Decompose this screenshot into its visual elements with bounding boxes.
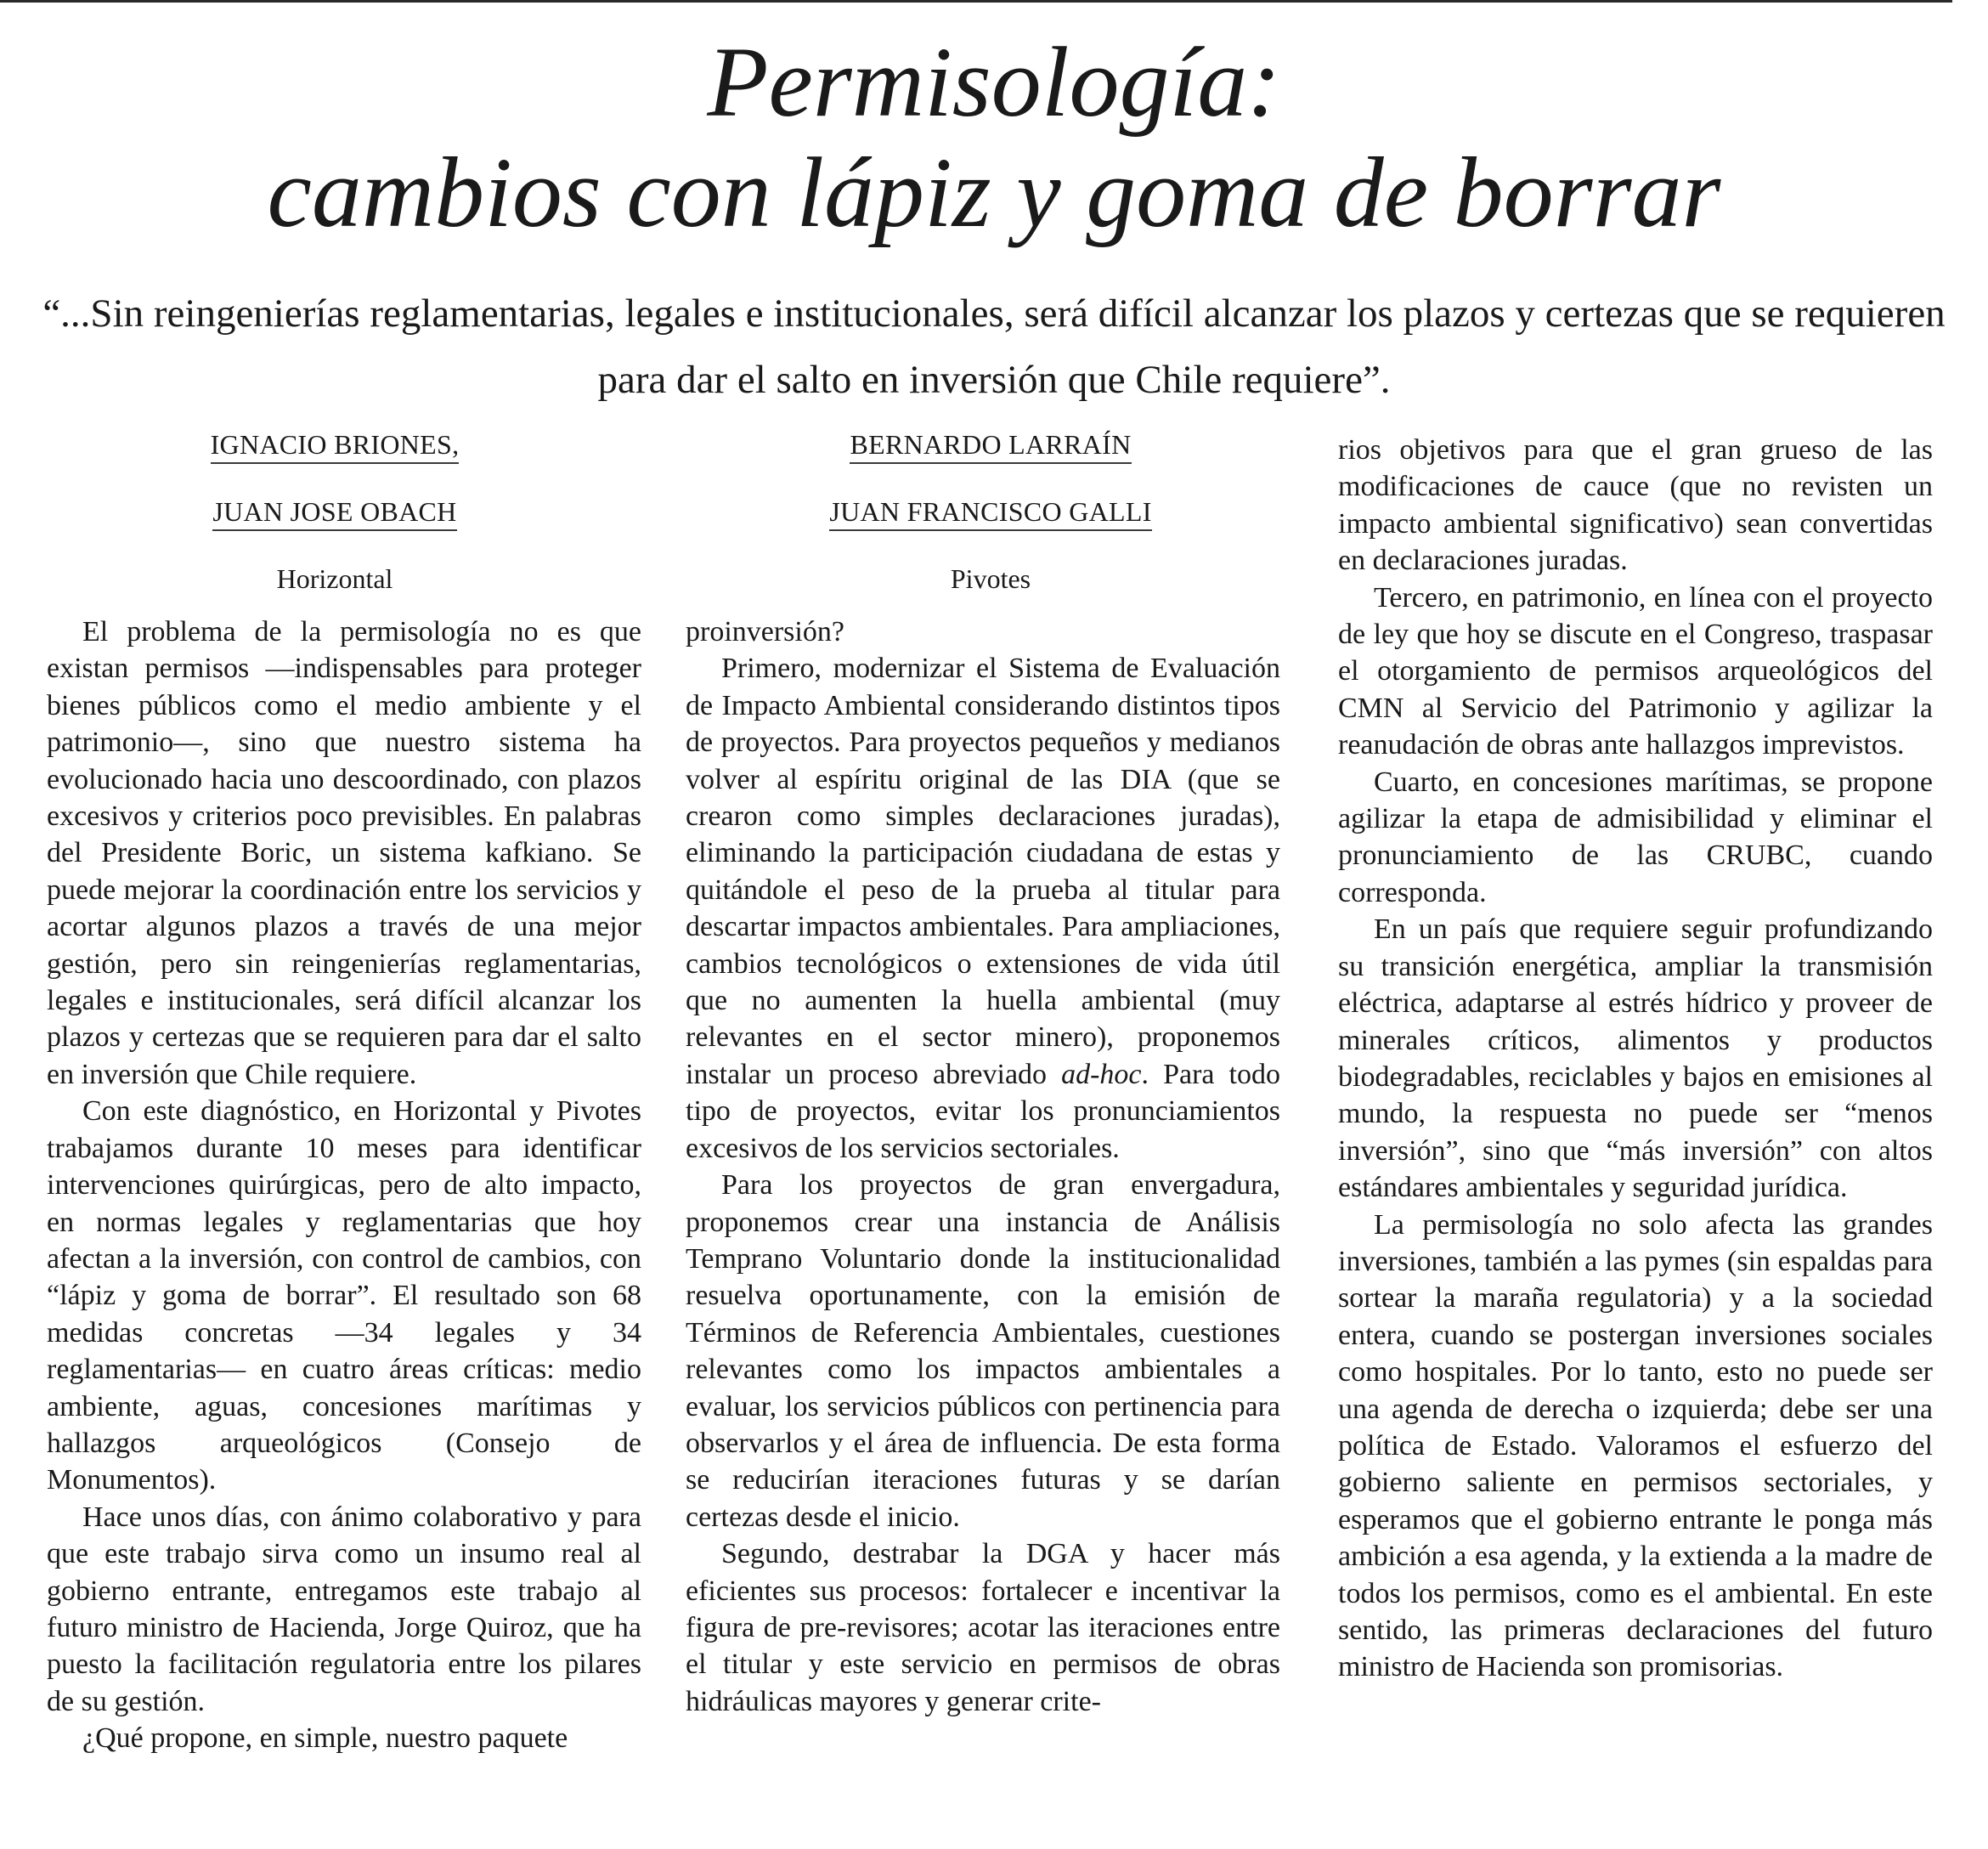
paragraph: Segundo, destrabar la DGA y hacer más eficientes sus procesos: fortalecer e incentivar la figura de pre-revisores; acotar las iteraciones entre el titular y este servicio en permisos de obras hidráulicas mayores y generar crite-: [686, 1538, 1280, 1717]
top-rule: [0, 0, 1952, 3]
paragraph-continuation: proinversión?: [686, 616, 844, 647]
paragraph: Cuarto, en concesiones marítimas, se propone agilizar la etapa de admisibilidad y eliminar el pronunciamiento de las CRUBC, cuando corresponda.: [1338, 766, 1933, 908]
paragraph: El problema de la permisología no es que existan permisos —indispensables para proteger bienes públicos como el medio ambiente y el patrimonio—, sino que nuestro sistema ha evolucionado hacia uno descoordinado, con plazos excesivos y criterios poco previsibles. En palabras del Presidente Boric, un sistema kafkiano. Se puede mejorar la coordinación entre los servicios y acortar algunos plazos a través de una mejor gestión, pero sin reingenierías reglamentarias, legales e institucionales, será difícil alcanzar los plazos y certezas que se requieren para dar el salto en inversión que Chile requiere.: [47, 616, 641, 1090]
byline-horizontal: [20, 429, 649, 594]
article-column-1: [47, 614, 641, 1757]
paragraph-continuation: rios objetivos para que el gran grueso de las modificaciones de cauce (que no revisten un impacto ambiental significativo) sean convertidas en declaraciones juradas.: [1338, 434, 1933, 577]
paragraph-text: . Para todo tipo de proyectos, evitar los pronunciamientos excesivos de los servicios sectoriales.: [686, 1058, 1280, 1164]
author-organization: Pivotes: [950, 563, 1031, 594]
paragraph: La permisología no solo afecta las grandes inversiones, también a las pymes (sin espaldas para sortear la maraña regulatoria) y a la sociedad entera, cuando se postergan inversiones sociales como hospitales. Por lo tanto, esto no puede ser una agenda de derecha o izquierda; debe ser una política de Estado. Valoramos el esfuerzo del gobierno saliente en permisos sectoriales, y esperamos que el gobierno entrante le ponga más ambición a esa agenda, y la extienda a la madre de todos los permisos, como es el ambiental. En este sentido, las primeras declaraciones del futuro ministro de Hacienda son promisorias.: [1338, 1208, 1933, 1683]
author-name: IGNACIO BRIONES,: [211, 429, 460, 464]
headline-line-1: Permisología:: [707, 26, 1281, 138]
author-name: JUAN FRANCISCO GALLI: [829, 496, 1151, 531]
paragraph: Tercero, en patrimonio, en línea con el proyecto de ley que hoy se discute en el Congreso, traspasar el otorgamiento de permisos arqueológicos del CMN al Servicio del Patrimonio y agilizar la reanudación de obras ante hallazgos imprevistos.: [1338, 581, 1933, 761]
author-organization: Horizontal: [276, 563, 393, 594]
byline-pivotes: [676, 429, 1305, 594]
paragraph: Para los proyectos de gran envergadura, proponemos crear una instancia de Análisis Temprano Voluntario donde la institucionalidad resuelva oportunamente, con la emisión de Términos de Referencia Ambientales, cuestiones relevantes como los impactos ambientales a evaluar, los servicios públicos con pertinencia para observarlos y el área de influencia. De esta forma se reducirían iteraciones futuras y se darían certezas desde el inicio.: [686, 1169, 1280, 1533]
article-column-3: [1338, 432, 1933, 1686]
paragraph: ¿Qué propone, en simple, nuestro paquete: [82, 1722, 568, 1755]
headline-line-2: cambios con lápiz y goma de borrar: [267, 137, 1721, 248]
article-column-2: [686, 614, 1280, 1720]
paragraph: [686, 650, 1280, 1167]
paragraph: En un país que requiere seguir profundizando su transición energética, ampliar la transmisión eléctrica, adaptarse al estrés hídrico y proveer de minerales críticos, alimentos y productos biodegradables, reciclables y bajos en emisiones al mundo, la respuesta no puede ser “menos inversión”, sino que “más inversión” con altos estándares ambientales y seguridad jurídica.: [1338, 913, 1933, 1204]
paragraph: Con este diagnóstico, en Horizontal y Pivotes trabajamos durante 10 meses para identificar intervenciones quirúrgicas, pero de alto impacto, en normas legales y reglamentarias que hoy afectan a la inversión, con control de cambios, con “lápiz y goma de borrar”. El resultado son 68 medidas concretas —34 legales y 34 reglamentarias— en cuatro áreas críticas: medio ambiente, aguas, concesiones marítimas y hallazgos arqueológicos (Consejo de Monumentos).: [47, 1095, 641, 1496]
pull-quote: “...Sin reingenierías reglamentarias, legales e institucionales, será difícil alcanzar los plazos y certezas que se requieren para dar el salto en inversión que Chile requiere”.: [42, 291, 1946, 402]
paragraph: Hace unos días, con ánimo colaborativo y para que este trabajo sirva como un insumo real al gobierno entrante, entregamos este trabajo al futuro ministro de Hacienda, Jorge Quiroz, que ha puesto la facilitación regulatoria entre los pilares de su gestión.: [47, 1501, 641, 1717]
author-name: BERNARDO LARRAÍN: [850, 429, 1131, 464]
paragraph-text: Primero, modernizar el Sistema de Evaluación de Impacto Ambiental considerando distintos tipos de proyectos. Para proyectos pequeños y medianos volver al espíritu original de las DIA (que se crearon como simples declaraciones juradas), eliminando la participación ciudadana de estas y quitándole el peso de la prueba al titular para descartar impactos ambientales. Para ampliaciones, cambios tecnológicos o extensiones de vida útil que no aumenten la huella ambiental (muy relevantes en el sector minero), proponemos instalar un proceso abreviado: [686, 653, 1280, 1090]
italic-term: ad-hoc: [1061, 1058, 1142, 1090]
author-name: JUAN JOSE OBACH: [212, 496, 456, 531]
